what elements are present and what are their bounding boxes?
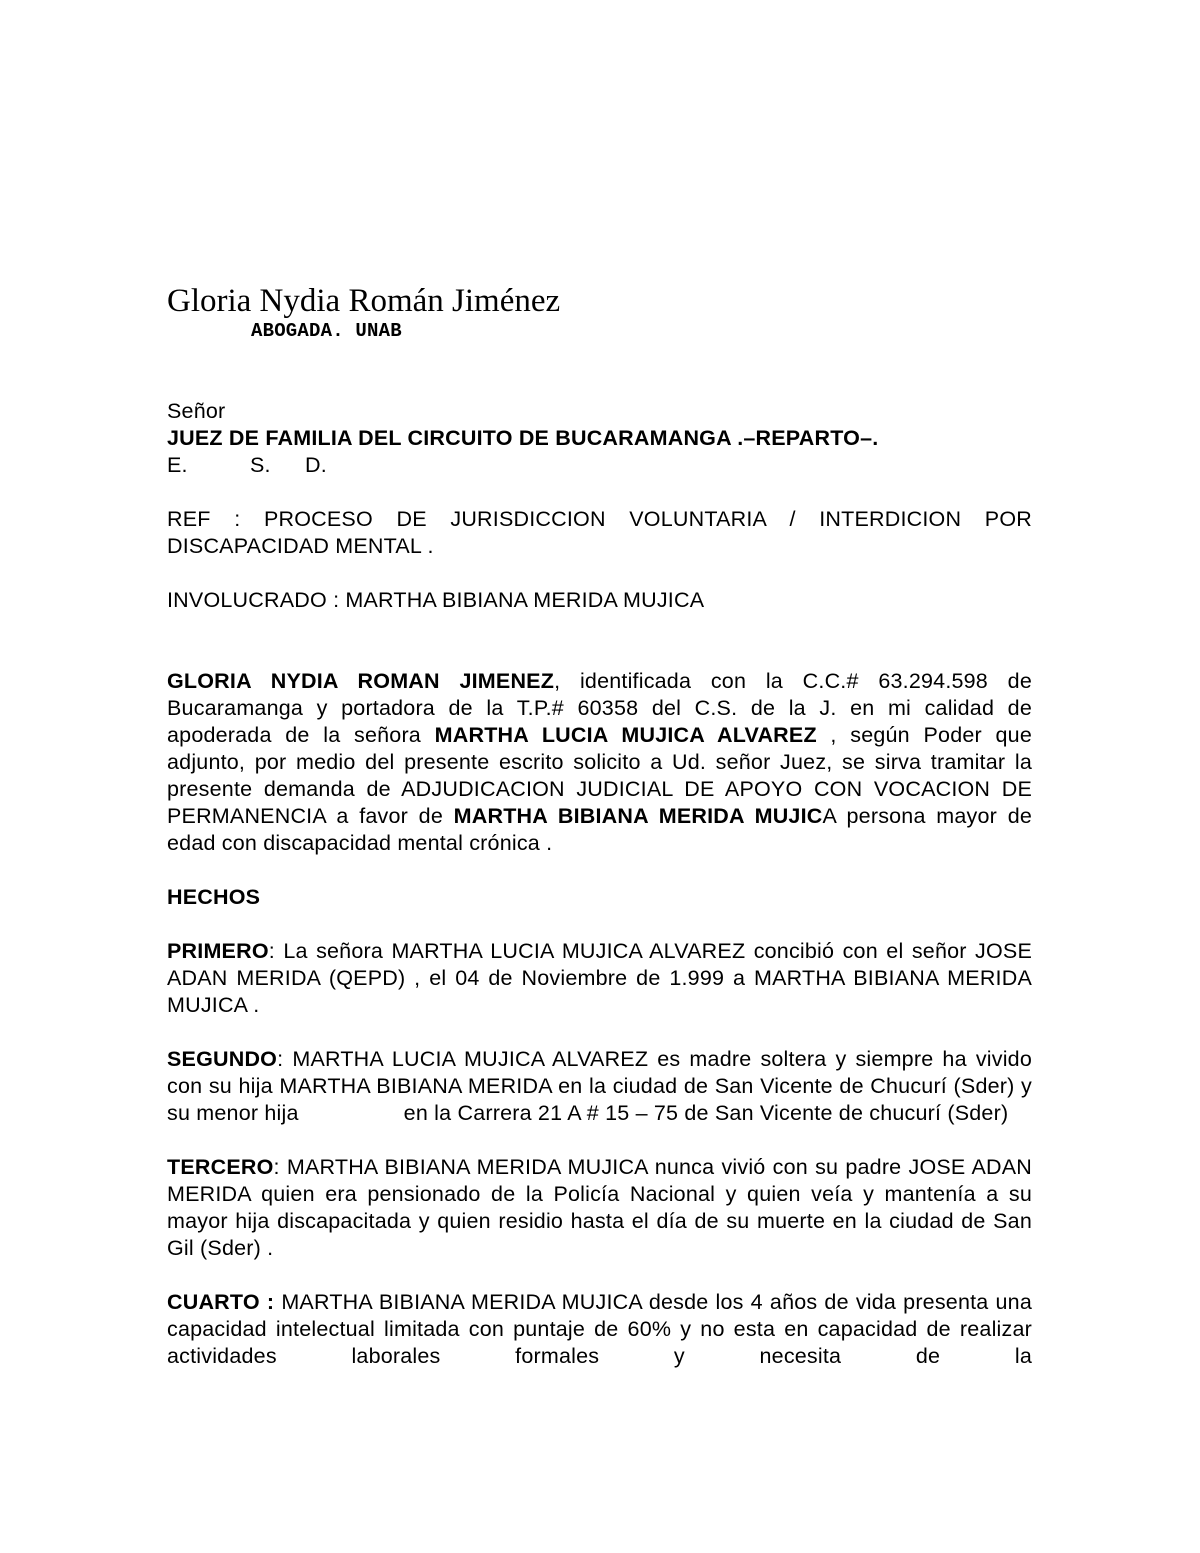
hecho-primero xyxy=(167,938,1032,1019)
hecho-segundo xyxy=(167,1046,1032,1127)
primero-text: : La señora MARTHA LUCIA MUJICA ALVAREZ concibió con el señor JOSE ADAN MERIDA (QEPD) , el 04 de Noviembre de 1.999 a MARTHA BIBIANA MERIDA MUJICA . xyxy=(167,939,1032,1017)
esd-e: E. xyxy=(167,453,188,477)
segundo-label: SEGUNDO xyxy=(167,1047,278,1071)
tercero-label: TERCERO xyxy=(167,1155,274,1179)
esd-d: D. xyxy=(305,453,327,477)
recipient-block xyxy=(167,398,1032,479)
esd-s: S. xyxy=(250,453,271,477)
reference-line: REF : PROCESO DE JURISDICCION VOLUNTARIA / INTERDICION POR DISCAPACIDAD MENTAL . xyxy=(167,507,1032,558)
cuarto-label: CUARTO : xyxy=(167,1290,275,1314)
involucrado-line: INVOLUCRADO : MARTHA BIBIANA MERIDA MUJICA xyxy=(167,588,705,612)
court-name: JUEZ DE FAMILIA DEL CIRCUITO DE BUCARAMANGA .–REPARTO–. xyxy=(167,426,879,450)
hecho-cuarto xyxy=(167,1289,1032,1370)
intro-text-1: , identificada con la C.C.# 63.294.598 de Bucaramanga y portadora de la T.P.# 60358 del C.S. de la J. en mi calidad de apoderada de la señora xyxy=(167,669,1032,747)
primero-label: PRIMERO xyxy=(167,939,269,963)
salutation: Señor xyxy=(167,399,226,423)
document-page xyxy=(167,283,1032,1370)
author-title: ABOGADA. UNAB xyxy=(251,320,402,342)
beneficiary-name: MARTHA BIBIANA MERIDA MUJIC xyxy=(453,804,823,828)
segundo-text-b: en la Carrera 21 A # 15 – 75 de San Vicente de chucurí (Sder) xyxy=(403,1101,1009,1125)
intro-text-2: , según Poder que adjunto, por medio del presente escrito solicito a Ud. señor Juez, se sirva tramitar la presente demanda de ADJUDICACION JUDICIAL DE APOYO CON VOCACION DE PERMANENCIA a favor de xyxy=(167,723,1032,828)
lawyer-name: GLORIA NYDIA ROMAN JIMENEZ xyxy=(167,669,555,693)
esd-line xyxy=(167,452,1032,479)
hechos-heading: HECHOS xyxy=(167,885,261,909)
hecho-tercero xyxy=(167,1154,1032,1262)
beneficiary-tail: A xyxy=(822,804,836,828)
cuarto-text: MARTHA BIBIANA MERIDA MUJICA desde los 4 años de vida presenta una capacidad intelectual limitada con puntaje de 60% y no esta en capacidad de realizar actividades laborales formales y necesita de la xyxy=(167,1290,1032,1368)
segundo-text-a: : MARTHA LUCIA MUJICA ALVAREZ es madre soltera y siempre ha vivido con su hija MARTHA BIBIANA MERIDA en la ciudad de San Vicente de Chucurí (Sder) y su menor hija xyxy=(167,1047,1032,1125)
intro-paragraph xyxy=(167,668,1032,857)
tercero-text: : MARTHA BIBIANA MERIDA MUJICA nunca vivió con su padre JOSE ADAN MERIDA quien era pensionado de la Policía Nacional y quien veía y mantenía a su mayor hija discapacitada y quien residio hasta el día de su muerte en la ciudad de San Gil (Sder) . xyxy=(167,1155,1032,1260)
intro-text-3: persona mayor de edad con discapacidad mental crónica . xyxy=(167,804,1033,855)
author-name: Gloria Nydia Román Jiménez xyxy=(167,283,561,319)
client-name: MARTHA LUCIA MUJICA ALVAREZ xyxy=(434,723,817,747)
